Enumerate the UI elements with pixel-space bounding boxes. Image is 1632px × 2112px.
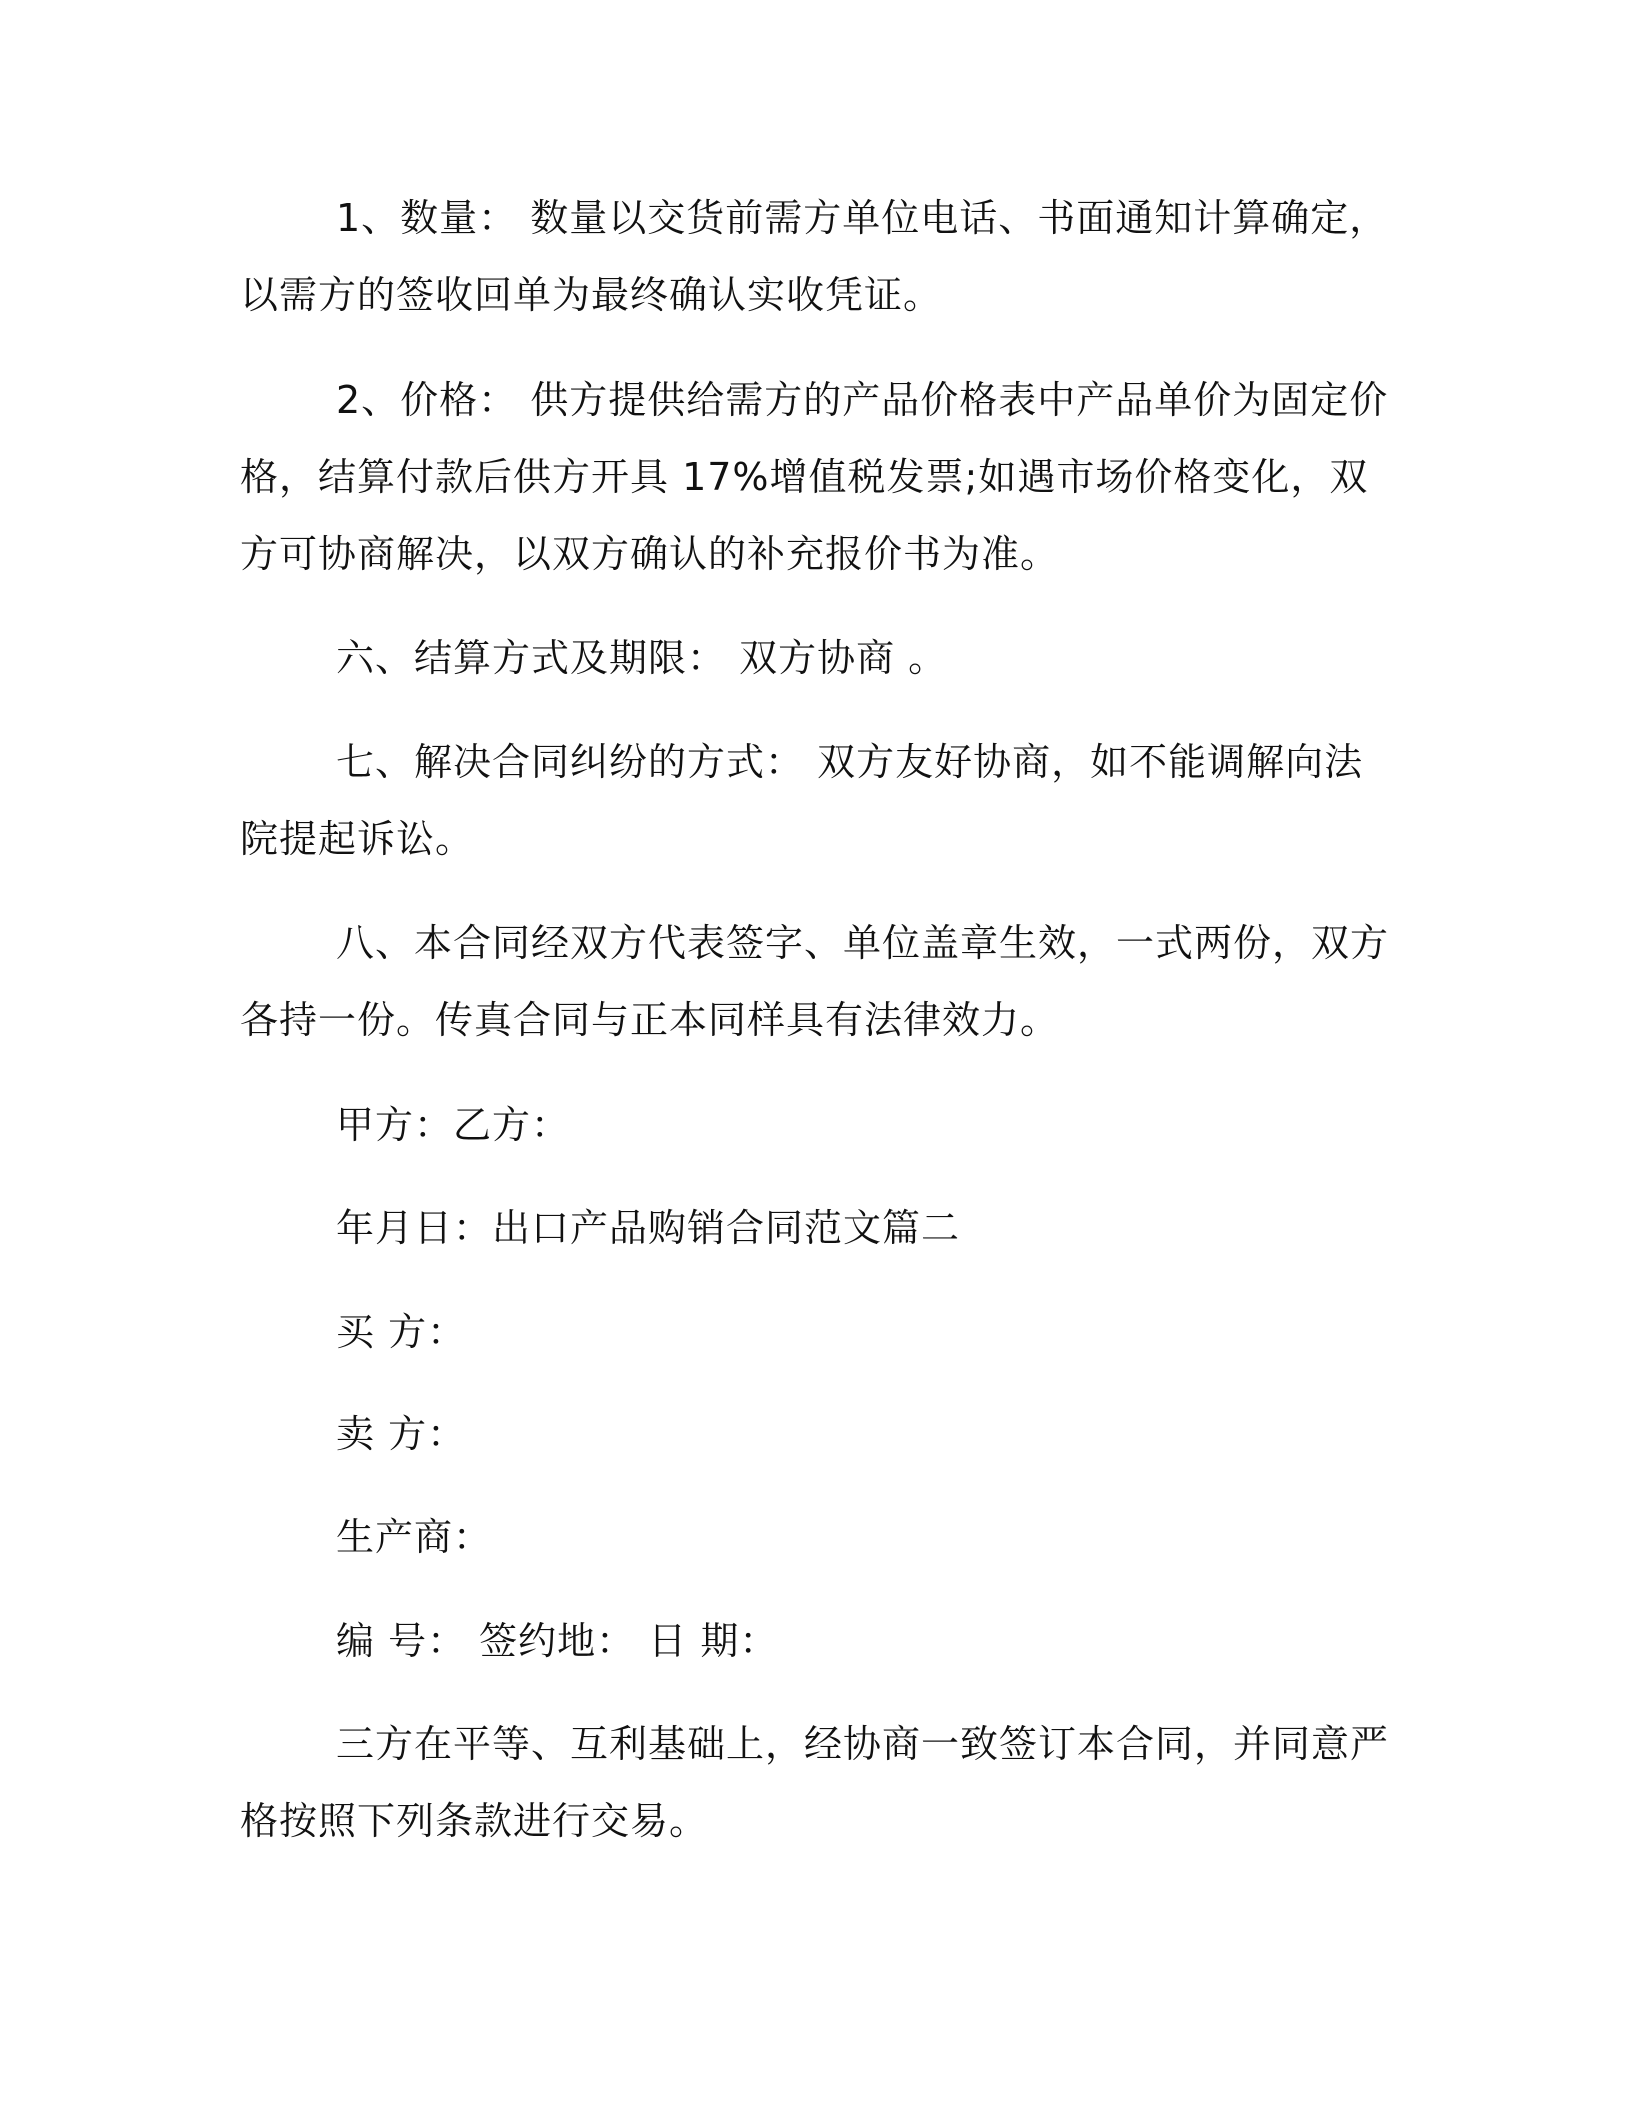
seller-line: 卖 方： (336, 1412, 467, 1456)
agreement-intro: 三方在平等、互利基础上，经协商一致签订本合同，并同意严格按照下列条款进行交易。 (240, 1722, 1390, 1843)
clause-settlement: 六、结算方式及期限： 双方协商 。 (336, 636, 948, 680)
manufacturer-line: 生产商： (336, 1515, 493, 1559)
clause-price: 2、价格： 供方提供给需方的产品价格表中产品单价为固定价格，结算付款后供方开具 17%增值税发票;如遇市场价格变化，双方可协商解决，以双方确认的补充报价书为准。 (240, 378, 1389, 576)
party-line: 甲方：乙方： (336, 1103, 571, 1147)
buyer-line: 买 方： (336, 1310, 467, 1354)
clause-dispute: 七、解决合同纠纷的方式： 双方友好协商，如不能调解向法院提起诉讼。 (240, 740, 1364, 861)
clause-quantity: 1、数量： 数量以交货前需方单位电话、书面通知计算确定，以需方的签收回单为最终确认实收凭证。 (240, 196, 1389, 317)
clause-effect: 八、本合同经双方代表签字、单位盖章生效，一式两份，双方各持一份。传真合同与正本同样具有法律效力。 (240, 921, 1390, 1042)
contract-info-line: 编 号： 签约地： 日 期： (336, 1619, 779, 1663)
date-title-line: 年月日：出口产品购销合同范文篇二 (336, 1206, 961, 1250)
